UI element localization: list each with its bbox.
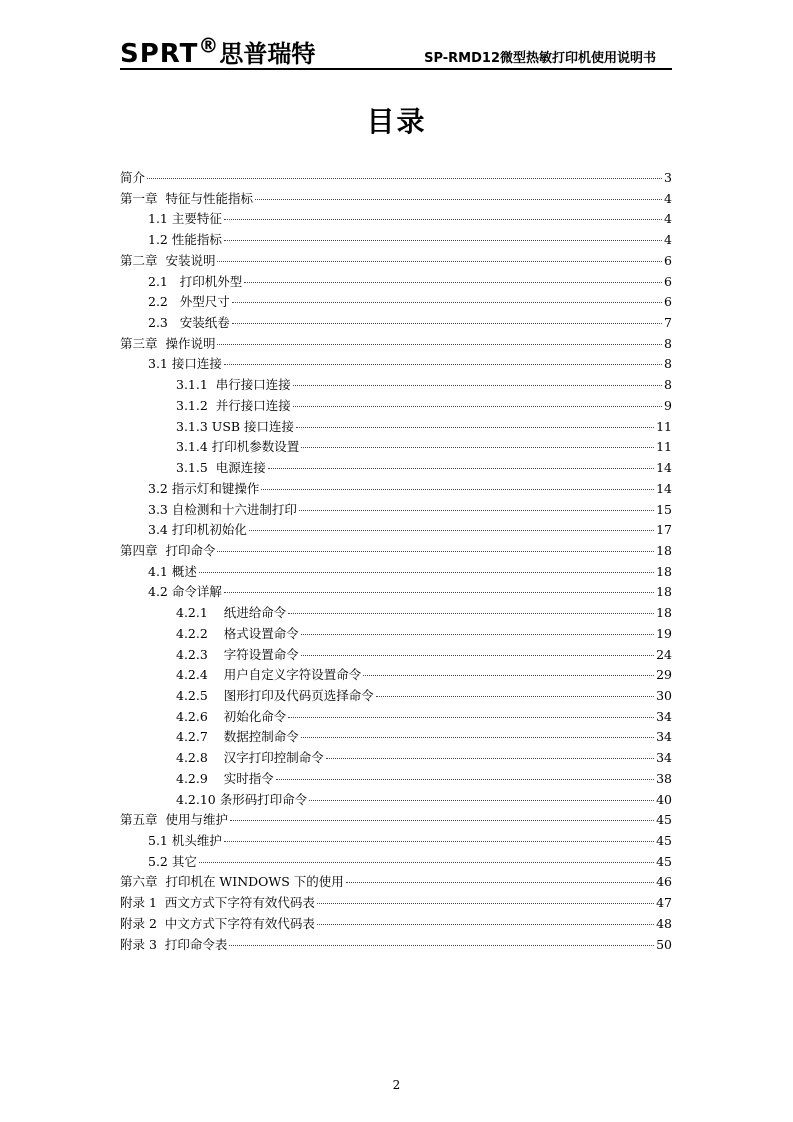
toc-entry-page: 9 <box>664 397 672 413</box>
toc-entry-label: 4.2.10 条形码打印命令 <box>176 791 308 807</box>
toc-entry-label: 3.3 自检测和十六进制打印 <box>148 501 297 517</box>
toc-entry-label: 附录 2 中文方式下字符有效代码表 <box>120 915 315 931</box>
toc-entry[interactable] <box>120 375 672 396</box>
toc-entry-page: 18 <box>656 584 672 600</box>
toc-dot-leader <box>346 882 654 883</box>
toc-entry-label: 3.1 接口连接 <box>148 356 222 372</box>
toc-dot-leader <box>244 282 662 283</box>
toc-entry-label: 3.4 打印机初始化 <box>148 522 247 538</box>
toc-entry[interactable] <box>120 562 672 583</box>
toc-entry-page: 14 <box>656 460 672 476</box>
toc-entry-page: 8 <box>664 356 672 372</box>
toc-dot-leader <box>268 468 654 469</box>
toc-entry-label: 第五章 使用与维护 <box>120 812 228 828</box>
toc-entry-label: 4.2.5 图形打印及代码页选择命令 <box>176 687 374 703</box>
toc-entry-page: 18 <box>656 605 672 621</box>
toc-dot-leader <box>317 924 654 925</box>
toc-entry[interactable] <box>120 645 672 666</box>
toc-entry-label: 2.1 打印机外型 <box>148 273 243 289</box>
toc-dot-leader <box>376 696 654 697</box>
toc-entry-page: 19 <box>656 625 672 641</box>
brand-name-cn: 思普瑞特 <box>219 39 316 68</box>
toc-entry[interactable] <box>120 872 672 893</box>
toc-entry-page: 34 <box>656 708 672 724</box>
toc-dot-leader <box>230 820 654 821</box>
toc-entry-label: 第三章 操作说明 <box>120 335 216 351</box>
toc-entry-page: 50 <box>656 936 672 952</box>
toc-dot-leader <box>299 510 654 511</box>
brand-logo <box>120 34 315 69</box>
toc-dot-leader <box>199 572 654 573</box>
toc-entry-page: 6 <box>664 273 672 289</box>
document-title: SP-RMD12微型热敏打印机使用说明书 <box>424 51 656 66</box>
toc-dot-leader <box>224 592 654 593</box>
toc-entry[interactable] <box>120 727 672 748</box>
toc-entry[interactable] <box>120 189 672 210</box>
toc-dot-leader <box>217 261 662 262</box>
toc-entry[interactable] <box>120 458 672 479</box>
toc-entry-page: 46 <box>656 874 672 890</box>
toc-entry[interactable] <box>120 168 672 189</box>
toc-dot-leader <box>217 344 662 345</box>
toc-entry-label: 4.2.9 实时指令 <box>176 770 274 786</box>
toc-entry[interactable] <box>120 624 672 645</box>
toc-entry-page: 17 <box>656 522 672 538</box>
toc-entry[interactable] <box>120 292 672 313</box>
toc-entry-label: 第四章 打印命令 <box>120 542 216 558</box>
toc-dot-leader <box>255 199 662 200</box>
toc-entry[interactable] <box>120 707 672 728</box>
toc-entry-page: 45 <box>656 853 672 869</box>
toc-entry[interactable] <box>120 831 672 852</box>
toc-dot-leader <box>232 302 662 303</box>
toc-entry-label: 4.2.7 数据控制命令 <box>176 729 299 745</box>
toc-entry-label: 3.1.4 打印机参数设置 <box>176 439 300 455</box>
toc-dot-leader <box>293 406 662 407</box>
toc-entry-page: 8 <box>664 335 672 351</box>
toc-entry-label: 简介 <box>120 170 146 185</box>
toc-dot-leader <box>249 530 654 531</box>
toc-dot-leader <box>224 240 662 241</box>
page-header <box>120 30 672 70</box>
toc-entry-label: 5.2 其它 <box>148 853 197 869</box>
toc-entry[interactable] <box>120 769 672 790</box>
toc-entry[interactable] <box>120 541 672 562</box>
toc-entry-page: 11 <box>656 439 672 455</box>
toc-entry-page: 8 <box>664 377 672 393</box>
toc-entry-page: 40 <box>656 791 672 807</box>
toc-entry[interactable] <box>120 810 672 831</box>
toc-entry-label: 2.2 外型尺寸 <box>148 294 230 310</box>
toc-entry-page: 11 <box>656 418 672 434</box>
toc-entry-page: 45 <box>656 833 672 848</box>
toc-dot-leader <box>199 862 654 863</box>
toc-dot-leader <box>217 551 654 552</box>
toc-entry[interactable] <box>120 935 672 956</box>
toc-dot-leader <box>301 634 654 635</box>
toc-entry-label: 第一章 特征与性能指标 <box>120 190 253 206</box>
toc-entry[interactable] <box>120 582 672 603</box>
toc-entry-label: 4.2 命令详解 <box>148 584 222 600</box>
toc-dot-leader <box>326 758 654 759</box>
toc-entry-page: 24 <box>656 646 672 662</box>
toc-dot-leader <box>309 800 654 801</box>
toc-entry-page: 6 <box>664 252 672 268</box>
toc-dot-leader <box>224 841 654 842</box>
toc-entry-page: 4 <box>664 190 672 206</box>
brand-name: SPRT <box>120 39 199 69</box>
toc-entry-page: 6 <box>664 294 672 310</box>
toc-entry-page: 4 <box>664 211 672 227</box>
toc-dot-leader <box>363 675 654 676</box>
toc-dot-leader <box>317 903 654 904</box>
toc-entry-page: 4 <box>664 232 672 248</box>
toc-entry[interactable] <box>120 893 672 914</box>
registered-mark: ® <box>198 33 220 58</box>
page-number: 2 <box>392 1078 401 1092</box>
toc-entry-label: 4.2.2 格式设置命令 <box>176 625 299 641</box>
toc-entry-label: 3.1.1 串行接口连接 <box>176 377 291 393</box>
toc-entry-page: 38 <box>656 770 672 786</box>
toc-entry-page: 3 <box>664 170 672 185</box>
toc-entry-label: 3.1.5 电源连接 <box>176 460 266 476</box>
toc-entry-page: 14 <box>656 480 672 496</box>
toc-entry-label: 4.2.3 字符设置命令 <box>176 646 299 662</box>
toc-entry[interactable] <box>120 686 672 707</box>
toc-entry-page: 30 <box>656 687 672 703</box>
toc-entry-label: 3.2 指示灯和键操作 <box>148 480 260 496</box>
toc-dot-leader <box>288 613 654 614</box>
toc-entry-label: 附录 1 西文方式下字符有效代码表 <box>120 895 315 911</box>
toc-entry[interactable] <box>120 251 672 272</box>
toc-entry[interactable] <box>120 479 672 500</box>
toc-entry-page: 15 <box>656 501 672 517</box>
toc-entry-page: 18 <box>656 542 672 558</box>
toc-entry[interactable] <box>120 313 672 334</box>
toc-entry-label: 5.1 机头维护 <box>148 833 222 848</box>
toc-entry[interactable] <box>120 500 672 521</box>
toc-entry[interactable] <box>120 603 672 624</box>
toc-entry-label: 4.2.4 用户自定义字符设置命令 <box>176 667 362 683</box>
toc-entry[interactable] <box>120 230 672 251</box>
toc-entry-label: 1.2 性能指标 <box>148 232 222 248</box>
toc-dot-leader <box>301 655 654 656</box>
toc-entry[interactable] <box>120 272 672 293</box>
toc-entry-label: 2.3 安装纸卷 <box>148 315 230 331</box>
toc-dot-leader <box>224 219 662 220</box>
toc-entry-label: 4.2.1 纸进给命令 <box>176 605 287 621</box>
page-title: 目录 <box>366 105 427 138</box>
toc-dot-leader <box>301 447 654 448</box>
toc-dot-leader <box>301 737 654 738</box>
toc-entry-label: 3.1.2 并行接口连接 <box>176 397 291 413</box>
toc-dot-leader <box>296 427 654 428</box>
toc-entry-label: 3.1.3 USB 接口连接 <box>176 418 295 434</box>
toc-dot-leader <box>288 717 654 718</box>
toc-entry-page: 45 <box>656 812 672 828</box>
toc-entry[interactable] <box>120 790 672 811</box>
toc-dot-leader <box>224 364 662 365</box>
toc-dot-leader <box>147 178 662 179</box>
toc-entry[interactable] <box>120 437 672 458</box>
toc-entry-label: 4.2.8 汉字打印控制命令 <box>176 750 324 766</box>
toc-dot-leader <box>229 945 654 946</box>
toc-entry-label: 4.2.6 初始化命令 <box>176 708 287 724</box>
toc-entry-page: 47 <box>656 895 672 911</box>
toc-entry[interactable] <box>120 334 672 355</box>
toc-entry[interactable] <box>120 354 672 375</box>
toc-entry[interactable] <box>120 417 672 438</box>
toc-entry-label: 第二章 安装说明 <box>120 252 216 268</box>
toc-entry-label: 1.1 主要特征 <box>148 211 222 227</box>
table-of-contents <box>120 168 672 955</box>
toc-dot-leader <box>261 489 654 490</box>
toc-dot-leader <box>276 779 654 780</box>
toc-entry-label: 4.1 概述 <box>148 563 197 579</box>
toc-entry[interactable] <box>120 396 672 417</box>
toc-entry-page: 34 <box>656 750 672 766</box>
toc-entry-label: 附录 3 打印命令表 <box>120 936 228 952</box>
toc-entry[interactable] <box>120 520 672 541</box>
toc-entry[interactable] <box>120 209 672 230</box>
toc-entry-label: 第六章 打印机在 WINDOWS 下的使用 <box>120 874 344 890</box>
toc-entry[interactable] <box>120 665 672 686</box>
toc-dot-leader <box>293 385 662 386</box>
toc-entry-page: 29 <box>656 667 672 683</box>
toc-entry[interactable] <box>120 852 672 873</box>
toc-entry[interactable] <box>120 748 672 769</box>
toc-entry-page: 18 <box>656 563 672 579</box>
toc-dot-leader <box>232 323 662 324</box>
toc-entry-page: 7 <box>664 315 672 331</box>
toc-entry[interactable] <box>120 914 672 935</box>
toc-entry-page: 34 <box>656 729 672 745</box>
toc-entry-page: 48 <box>656 915 672 931</box>
